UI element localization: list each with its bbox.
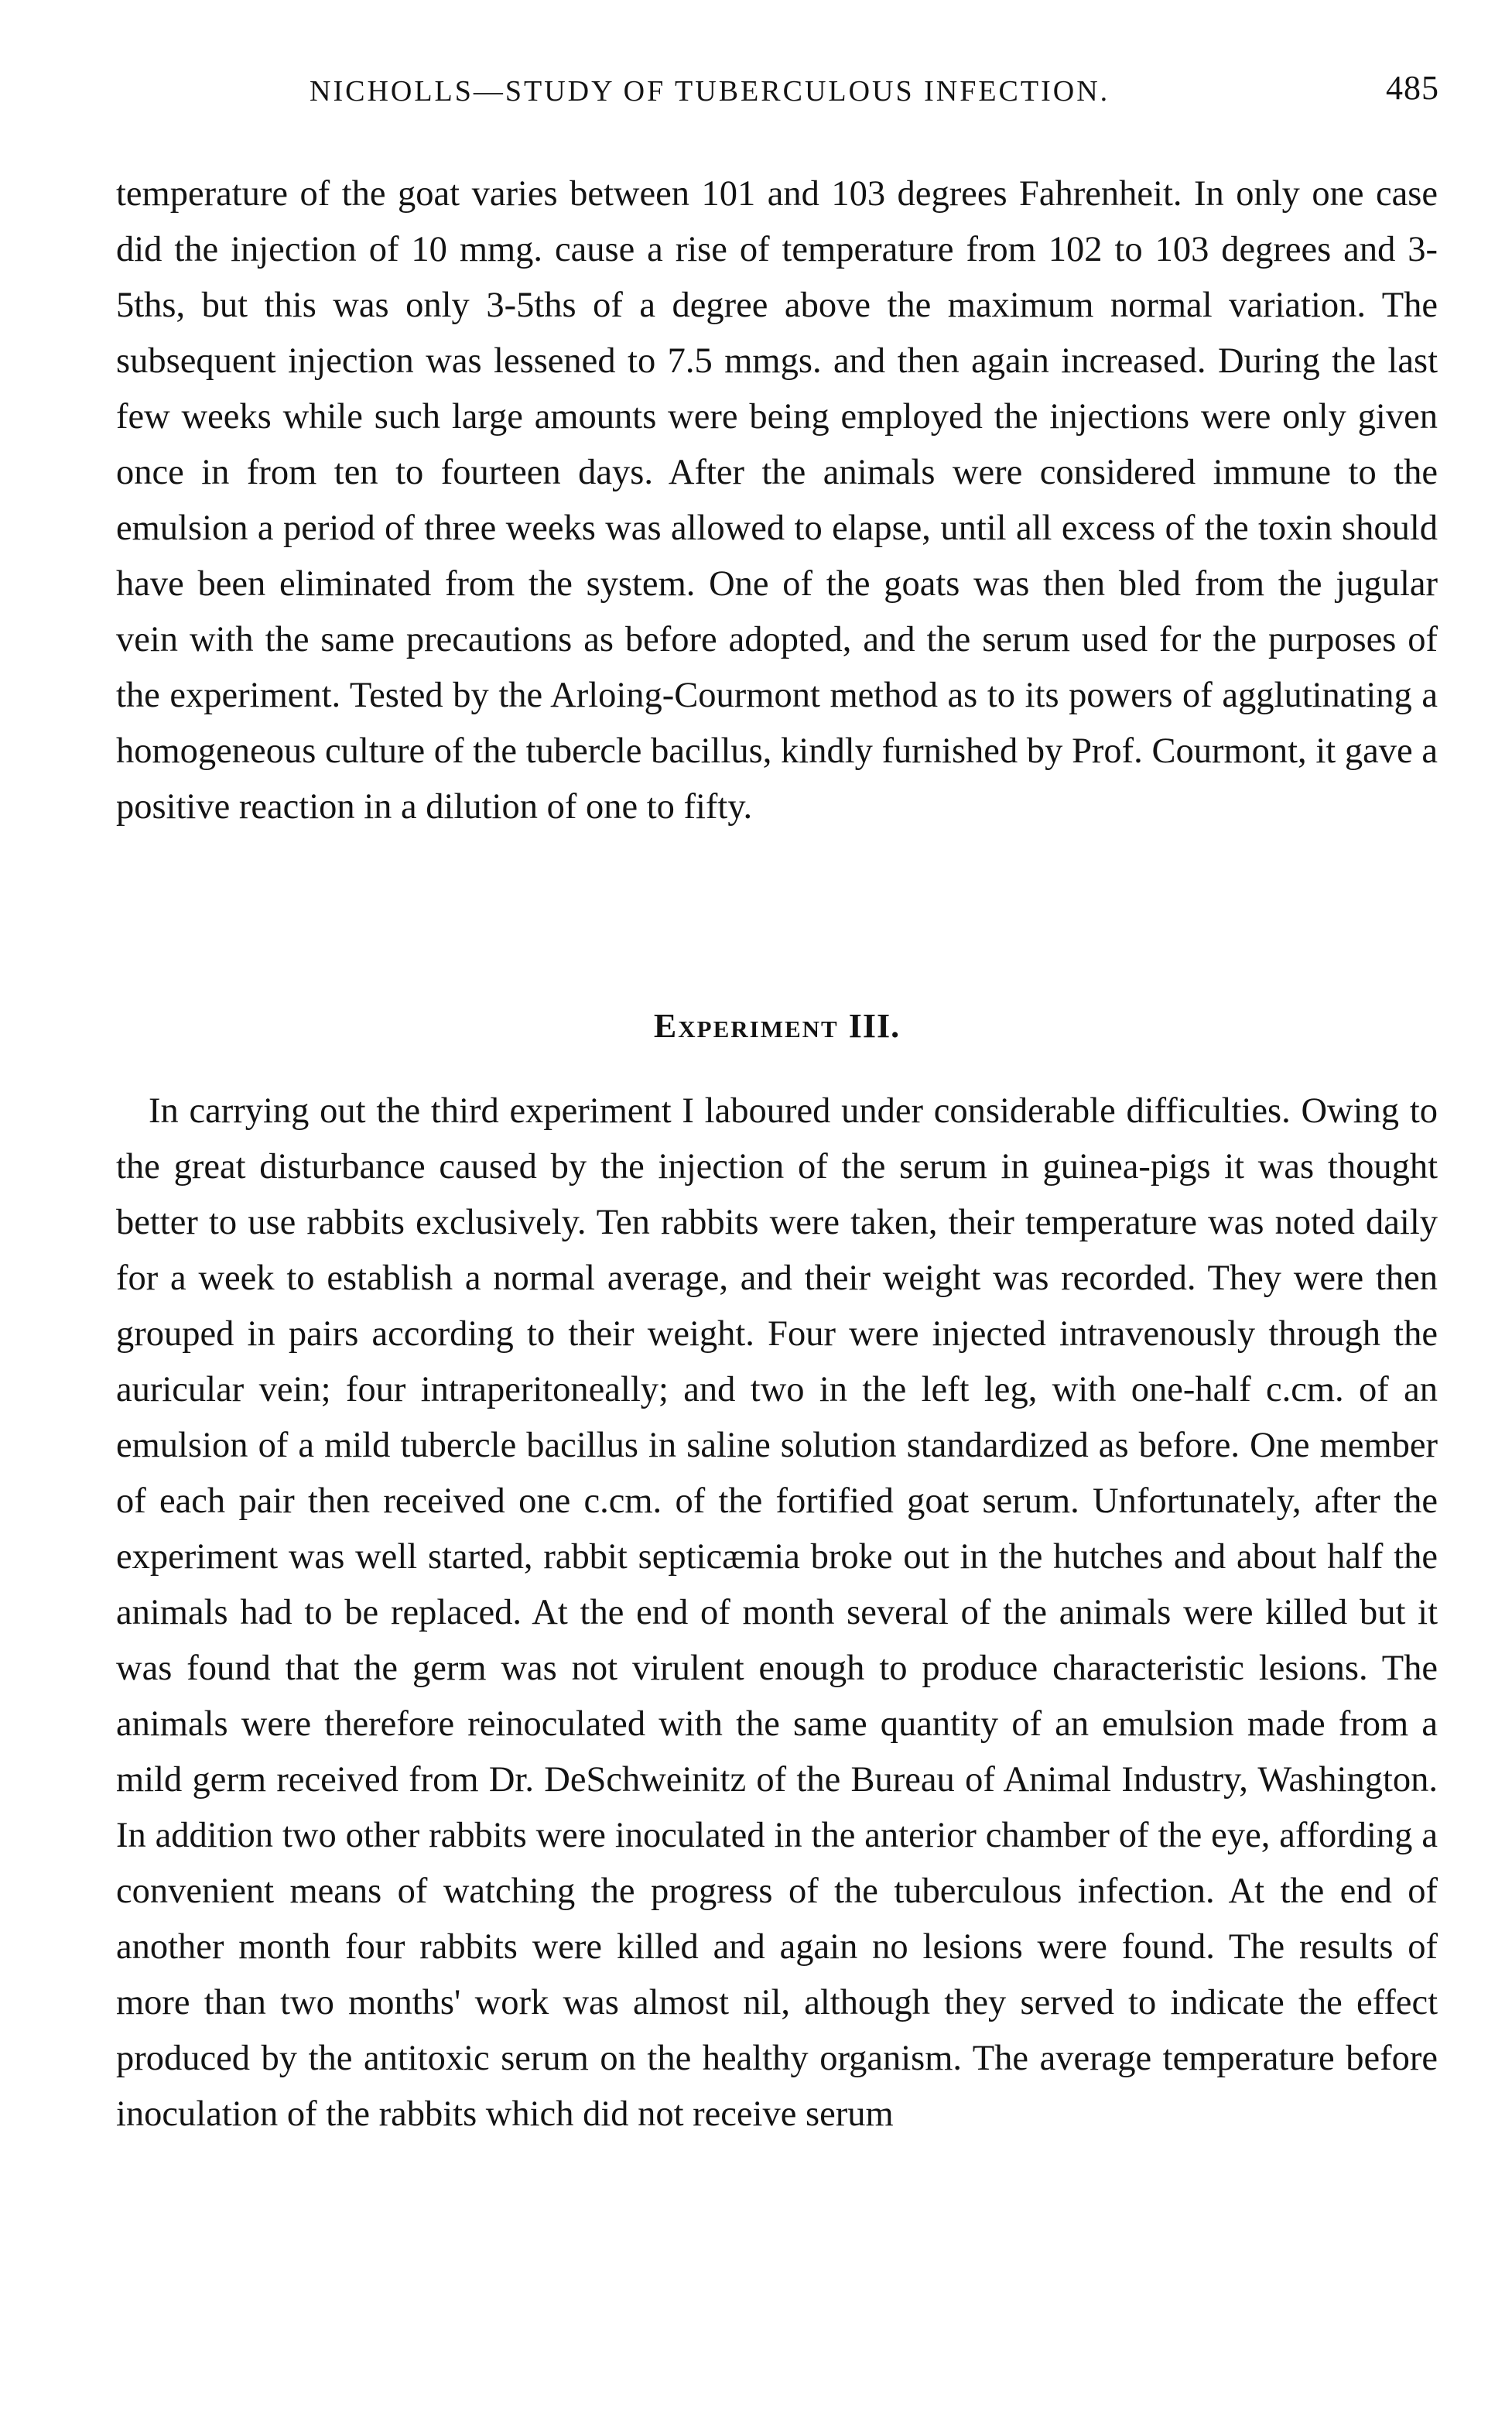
body-paragraph-2: In carrying out the third experiment I laboured under considerable difficulties. Owing to the great disturbance caused by the injection of the serum in guinea-pigs it was thought better to use rabbits exclusively. Ten rabbits were taken, their temperature was noted daily for a week to establish a normal average, and their weight was recorded. They were then grouped in pairs according to their weight. Four were injected intravenously through the auricular vein; four intraperitoneally; and two in the left leg, with one-half c.cm. of an emulsion of a mild tubercle bacillus in saline solution standardized as before. One member of each pair then received one c.cm. of the fortified goat serum. Unfortunately, after the experiment was well started, rabbit septicæmia broke out in the hutches and about half the animals had to be replaced. At the end of month several of the animals were killed but it was found that the germ was not virulent enough to produce characteristic lesions. The animals were therefore reinoculated with the same quantity of an emulsion made from a mild germ received from Dr. DeSchweinitz of the Bureau of Animal Industry, Washington. In addition two other rabbits were inoculated in the anterior chamber of the eye, affording a convenient means of watching the progress of the tuberculous infection. At the end of another month four rabbits were killed and again no lesions were found. The results of more than two months' work was almost nil, although they served to indicate the effect produced by the antitoxic serum on the healthy organism. The average temperature before inoculation of the rabbits which did not receive serum	[116, 1091, 1438, 2134]
section-heading-numeral: III.	[848, 1007, 901, 1045]
running-head	[116, 69, 1439, 121]
running-head-title: NICHOLLS—STUDY OF TUBERCULOUS INFECTION.	[310, 75, 1110, 108]
body-paragraph-1: temperature of the goat varies between 101 and 103 degrees Fahrenheit. In only one case did the injection of 10 mmg. cause a rise of temperature from 102 to 103 degrees and 3-5ths, but this was only 3-5ths of a degree above the maximum normal variation. The subsequent injection was lessened to 7.5 mmgs. and then again increased. During the last few weeks while such large amounts were being employed the injections were only given once in from ten to fourteen days. After the animals were considered immune to the emulsion a period of three weeks was allowed to elapse, until all excess of the toxin should have been eliminated from the system. One of the goats was then bled from the jugular vein with the same precautions as before adopted, and the serum used for the purposes of the experiment. Tested by the Arloing-Courmont method as to its powers of agglutinating a homogeneous culture of the tubercle bacillus, kindly furnished by Prof. Courmont, it gave a positive reaction in a dilution of one to fifty.	[116, 174, 1438, 827]
page-number: 485	[1386, 69, 1439, 107]
section-heading	[116, 1006, 1438, 1046]
section-heading-word: Experiment	[653, 1007, 839, 1045]
